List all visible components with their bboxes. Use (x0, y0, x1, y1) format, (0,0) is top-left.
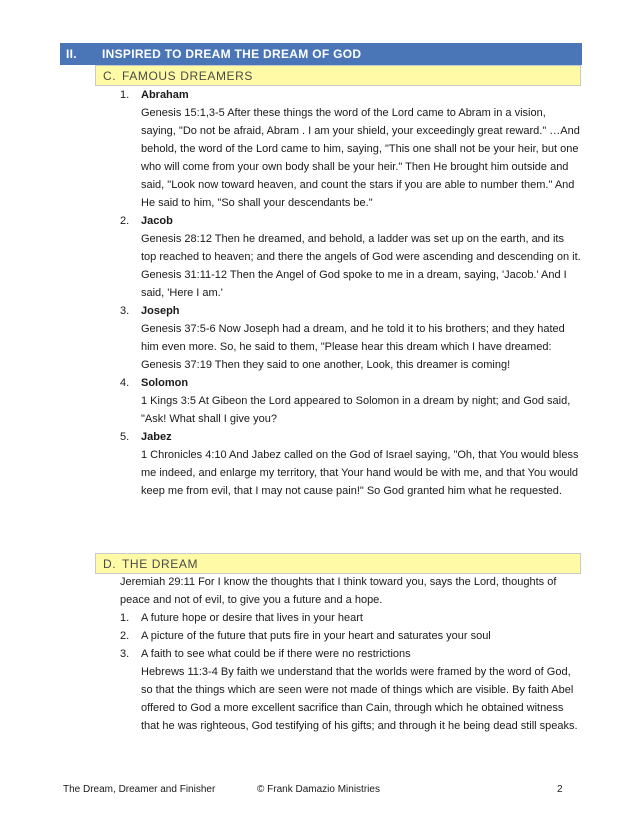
subsection-letter: C. (103, 69, 117, 83)
dreamer-name: Abraham (141, 89, 189, 101)
item-number: 3. (120, 648, 130, 660)
list-item (120, 428, 582, 500)
list-item (120, 86, 582, 212)
item-number: 1. (120, 89, 130, 101)
item-number: 3. (120, 305, 130, 317)
list-item-text: A faith to see what could be if there were no restrictions (141, 648, 411, 660)
list-item (120, 374, 582, 428)
item-number: 2. (120, 215, 130, 227)
dreamer-name: Jacob (141, 215, 173, 227)
list-item (120, 302, 582, 374)
list-item-text: A picture of the future that puts fire in your heart and saturates your soul (141, 630, 491, 642)
scripture-text: Hebrews 11:3-4 By faith we understand that the worlds were framed by the word of God, so that the things which are seen were not made of things which are visible. By faith Abel offered to God a more excellent sacrifice than Cain, through which he obtained witness that he was righteous, God testifying of his gifts; and through it he being dead still speaks. (141, 666, 578, 732)
dreamer-name: Jabez (141, 431, 172, 443)
section-header (60, 43, 582, 65)
item-number: 1. (120, 612, 130, 624)
scripture-text: Genesis 37:19 Then they said to one another, Look, this dreamer is coming! (141, 359, 511, 371)
scripture-text: 1 Kings 3:5 At Gibeon the Lord appeared to Solomon in a dream by night; and God said, "Ask! What shall I give you? (141, 395, 571, 425)
dreamers-list (120, 86, 582, 500)
item-number: 5. (120, 431, 130, 443)
dream-list (120, 609, 582, 735)
list-item (120, 645, 582, 735)
scripture-text: Genesis 15:1,3-5 After these things the word of the Lord came to Abram in a vision, saying, "Do not be afraid, Abram . I am your shield, your exceedingly great reward." …And behold, the word of the Lord came to him, saying, "This one shall not be your heir, but one who will come from your own body shall be your heir." Then He brought him outside and said, "Look now toward heaven, and count the stars if you are able to number them." And He said to him, "So shall your descendants be." (141, 107, 580, 209)
page-number: 2 (557, 784, 563, 795)
section-title: INSPIRED TO DREAM THE DREAM OF GOD (102, 47, 362, 61)
subsection-header-c (95, 65, 581, 86)
footer-copyright: © Frank Damazio Ministries (257, 784, 380, 795)
scripture-text: Genesis 37:5-6 Now Joseph had a dream, and he told it to his brothers; and they hated him even more. So, he said to them, "Please hear this dream which I have dreamed: (141, 323, 565, 353)
item-number: 4. (120, 377, 130, 389)
scripture-text: Genesis 31:11-12 Then the Angel of God spoke to me in a dream, saying, 'Jacob.' And I said, 'Here I am.' (141, 269, 567, 299)
subsection-letter: D. (103, 557, 117, 571)
subsection-title: FAMOUS DREAMERS (122, 69, 254, 83)
item-number: 2. (120, 630, 130, 642)
dreamer-name: Solomon (141, 377, 189, 389)
scripture-text: 1 Chronicles 4:10 And Jabez called on the God of Israel saying, "Oh, that You would bless me indeed, and enlarge my territory, that Your hand would be with me, and that You would keep me from evil, that I may not cause pain!" So God granted him what he requested. (141, 449, 579, 497)
intro-scripture: Jeremiah 29:11 For I know the thoughts that I think toward you, says the Lord, thoughts of peace and not of evil, to give you a future and a hope. (120, 576, 557, 606)
list-item (120, 609, 582, 627)
dreamer-name: Joseph (141, 305, 180, 317)
list-item (120, 212, 582, 302)
list-item (120, 627, 582, 645)
subsection-header-d (95, 553, 581, 574)
section-number: II. (66, 47, 77, 61)
subsection-title: THE DREAM (122, 557, 199, 571)
footer-title: The Dream, Dreamer and Finisher (63, 784, 216, 795)
list-item-text: A future hope or desire that lives in your heart (141, 612, 363, 624)
scripture-text: Genesis 28:12 Then he dreamed, and behold, a ladder was set up on the earth, and its top reached to heaven; and there the angels of God were ascending and descending on it. (141, 233, 581, 263)
